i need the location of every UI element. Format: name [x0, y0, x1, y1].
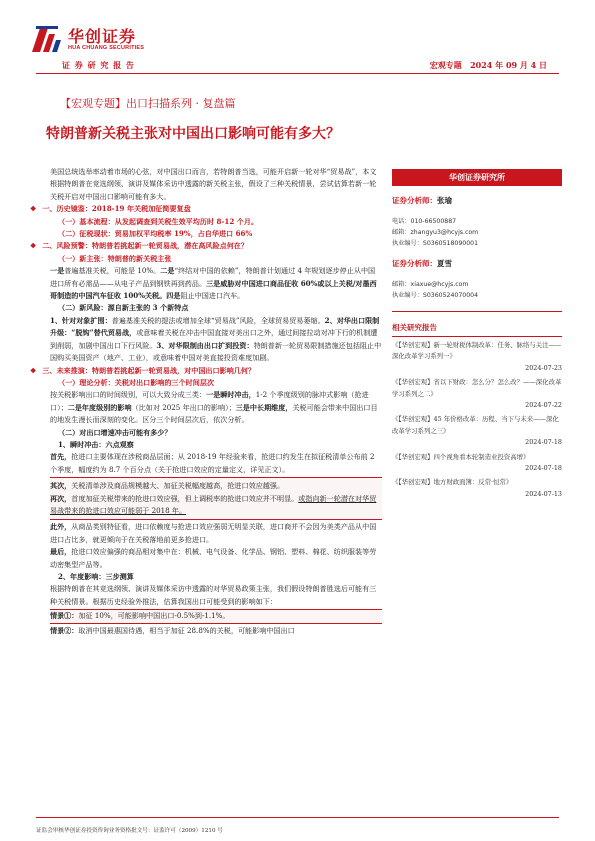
- observation-5-label: 最后，: [50, 547, 72, 557]
- observation-5-text: 抢进口效应偏强的商品相对集中在：机械、电气设备、化学品、钢铝、塑料、棉花、纺织服装等劳动密集型产品等。: [50, 547, 377, 569]
- analyst-1-label: 证券分析师：: [392, 196, 437, 205]
- observation-1-text: 抢进口主要体现在涉税商品层面；从 2018-19 年经验来看，抢进口约发生在拟征税清单公布前 2 个季度，幅度约为 8.7 个百分点（关于抢进口效应的定量定义，详见正文）。: [50, 452, 375, 474]
- related-report-date: 2024-07-18: [525, 464, 562, 473]
- related-report-title: 《【华创宏观】省以下财政：怎么分？怎么改？——深化改革学习系列之二》: [392, 378, 562, 398]
- observation-4: [50, 521, 382, 546]
- section-1b: （二）征税现状：贸易加权平均税率 19%，占自华进口 66%: [58, 229, 253, 239]
- layer-1-label: 一是瞬时冲击，: [206, 390, 256, 400]
- layers-intro: 按关税影响出口的时间级别，可以大致分成三类：: [50, 390, 207, 400]
- scenario-1-label: 情景①：: [50, 611, 79, 621]
- observation-2: [50, 480, 382, 492]
- report-category: 宏观专题: [429, 60, 462, 70]
- feature-3-label: 3、对华限制由出口扩到投资：: [156, 340, 254, 350]
- section-2-title: ❖ 二、风险预警：特朗普若挑起新一轮贸易战，潜在高风险点何在？: [30, 240, 382, 252]
- section-2a: （一）新主张：特朗普的新关税主张: [58, 253, 172, 263]
- observation-3-text: 首度加征关税带来的抢进口效应强，但上调税率的抢进口效应并不明显。: [71, 493, 299, 503]
- logo-cn: 华创证券: [68, 26, 137, 46]
- point-four-label: 四是: [166, 291, 181, 301]
- observation-5: [50, 546, 382, 571]
- point-one-text: 普遍基准关税，可能是 10%。: [64, 266, 161, 276]
- related-report-title: 《【华创宏观】地方财政面簿：反常·恒常》: [392, 478, 513, 487]
- analyst-2-label: 证券分析师：: [392, 259, 437, 268]
- feature-1-label: 1、针对对象扩围：: [50, 315, 112, 325]
- hua-chuang-logo-icon: [30, 24, 64, 54]
- section-3-title: ❖ 三、未来推演：特朗普若挑起新一轮贸易战，对中国出口影响几何？: [30, 365, 382, 377]
- intro-paragraph: 美国总统选举率动着市场的心弦，对中国出口而言，若特朗普当选，可能开启新一轮对华“贸易战”，本文根据特朗普在竞选纲领、演讲及媒体采访中透露的新关税主张，假设了三种关税情景，尝试估算若新一轮关税开启对中国出口影响可能有多大。: [50, 167, 377, 201]
- section-3a-paragraph: [50, 389, 382, 426]
- company-logo: [30, 24, 144, 54]
- observation-1-label: 首先，: [50, 452, 72, 462]
- observation-2-label: 其次，: [50, 481, 72, 491]
- section-2a-paragraph: [50, 265, 382, 302]
- section-2b-paragraph: [50, 315, 382, 365]
- related-report-date: 2024-07-13: [525, 489, 562, 498]
- observation-box: [50, 477, 382, 520]
- observation-3-underline: 或指向新一轮潜在对华贸易战带来的抢进口效应可能弱于 2018 年。: [50, 493, 377, 515]
- observation-2-text: 关税清单涉及商品规模越大、加征关税幅度越高，抢进口效应越强。: [71, 481, 285, 491]
- related-report[interactable]: [392, 477, 562, 500]
- institute-header: 华创证券研究所: [392, 169, 562, 186]
- section-3b-2-paragraph: 根据特朗普在其竞选纲领、演讲及媒体采访中透露的对华贸易政策主张，我们假设特朗普胜选后可能有三种关税情景。根据历史经验外推法，估算我国出口可能受到的影响如下：: [50, 584, 377, 606]
- related-report[interactable]: [392, 340, 562, 374]
- section-1-title: ❖ 一、历史镜鉴：2018-19 年关税加征简要复盘: [30, 203, 382, 215]
- point-three-text: 三是威胁对中国进口商品征收 60%或以上关税/对墨西哥制造的中国汽车征收 100%关税。: [50, 278, 377, 301]
- sidebar-divider: [392, 311, 562, 312]
- section-3b: （二）对出口增速冲击可能有多少？: [58, 427, 172, 437]
- series-label: 【宏观专题】出口扫描系列 · 复盘篇: [60, 97, 236, 110]
- related-reports-title: 相关研究报告: [392, 322, 562, 337]
- related-report[interactable]: [392, 452, 562, 475]
- observation-1: [50, 451, 382, 476]
- observation-3-label: 再次，: [50, 493, 72, 503]
- report-kind: 证 券 研 究 报 告: [62, 60, 135, 70]
- analyst-2: [392, 258, 562, 270]
- layer-2-label: 二是年度级别的影响: [67, 402, 132, 412]
- analyst-2-cert: 执业编号：S0360524070004: [392, 292, 479, 299]
- analyst-1: [392, 195, 562, 207]
- related-report[interactable]: [392, 377, 562, 411]
- analyst-2-name: 夏雪: [437, 259, 452, 268]
- scenario-1: [50, 610, 382, 622]
- analyst-2-email: 邮箱：xiaxue@hcyjs.com: [392, 281, 469, 288]
- section-3b-2: 2、年度影响：三步测算: [58, 572, 134, 581]
- feature-2-text: 或意味着关税在冲击中国直接对美出口之外，通过间接拉动对冲下行的机制遭到削弱，加剧中国出口下行风险。: [50, 328, 378, 350]
- footer-license: 证监会审核华创证券投资咨询业务资格批文号：证监许可（2009）1210 号: [36, 828, 223, 834]
- header-category-date: [430, 60, 547, 71]
- footer-divider: [36, 817, 559, 818]
- feature-1-text: 普遍基准关税的提法或增加全球“贸易战”风险，全球贸易贸易萎缩。: [111, 315, 325, 325]
- layer-3-label: 三是中长期维度，: [235, 402, 293, 412]
- scenario-1-text: 加征 10%，可能影响中国出口-0.5%到-1.1%。: [78, 611, 230, 621]
- related-report-date: 2024-07-23: [525, 363, 562, 372]
- related-report-title: 《【华创宏观】新一轮财税体制改革：任务、脉络与关注——深化改革学习系列一》: [392, 341, 562, 361]
- header-divider: [36, 73, 559, 74]
- feature-3-text: 特朗普新一轮贸易限制措施还包括阻止中国购买美国资产（地产、工业），或意味着中国对美直接投资难度加剧。: [50, 340, 382, 363]
- analyst-1-email: 邮箱：zhangyu3@hcyjs.com: [392, 229, 479, 236]
- layer-2-text: （比如对 2025 年出口的影响）；: [131, 402, 236, 412]
- sidebar: [392, 169, 562, 500]
- layer-3-text: 关税可能会带来中国出口目的地发生漫长而深刻的变化。区分三个时间层次后，依次分析。: [50, 402, 378, 425]
- analyst-1-name: 张瑜: [437, 196, 452, 205]
- analyst-1-cert: 执业编号：S0360518090001: [392, 240, 479, 247]
- main-content: [42, 166, 382, 637]
- analyst-1-phone: 电话：010-66500887: [392, 218, 457, 225]
- point-four-text: 阻止中国进口汽车。: [180, 291, 245, 301]
- report-title: 特朗普新关税主张对中国出口影响可能有多大？: [46, 126, 340, 142]
- related-report-title: 《【华创宏观】四个视角看本轮制造业投资高增》: [392, 452, 530, 461]
- point-two-label: 二是: [160, 266, 175, 276]
- related-report-title: 《【华创宏观】45 年价格改革：历程、当下与未来——深化改革学习系列之三》: [392, 415, 559, 435]
- point-two-text: “终结对中国的依赖”，特朗普计划通过 4 年规划逐步停止从中国进口所有必需品——从电子产品到钢铁再到药品。: [50, 266, 376, 288]
- feature-2-label: 2、对华出口限制升级：“脱钩”替代贸易战，: [50, 315, 380, 338]
- scenario-2-text: 取消中国最惠国待遇，相当于加征 28.8%的关税，可能影响中国出口: [78, 625, 295, 635]
- scenario-2: [50, 625, 382, 637]
- scenario-box: [50, 609, 382, 623]
- report-date: 2024 年 09 月 4 日: [470, 60, 547, 70]
- logo-en: HUA CHUANG SECURITIES: [68, 44, 145, 51]
- section-1a: （一）基本流程：从发起调查到关税生效平均历时 8-12 个月。: [58, 216, 259, 226]
- observation-3: [50, 493, 382, 518]
- scenario-2-label: 情景②：: [50, 625, 79, 635]
- observation-4-text: 从商品类别特征看，进口依赖度与抢进口效应强弱无明显关联，进口商并不会因为美类产品从中国进口占比多，就更倾向于在关税落地前更多抢进口。: [50, 522, 377, 544]
- related-report-date: 2024-07-22: [525, 401, 562, 410]
- observation-4-label: 此外，: [50, 522, 72, 532]
- section-3a: （一）理论分析：关税对出口影响的三个时间层次: [58, 377, 215, 387]
- related-report-date: 2024-07-18: [525, 438, 562, 447]
- section-3b-1: 1、瞬时冲击：六点观察: [58, 439, 134, 449]
- point-one-label: 一是: [50, 266, 65, 276]
- related-report[interactable]: [392, 414, 562, 448]
- section-2b: （二）新风险：源自新主张的 3 个新特点: [58, 303, 189, 313]
- layer-1-text: 1-2 个季度级别的脉冲式影响（抢进口）；: [50, 390, 369, 412]
